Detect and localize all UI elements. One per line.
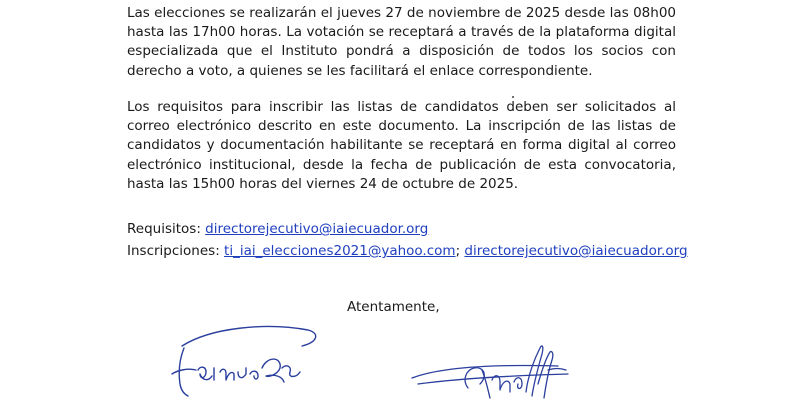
requisitos-line — [127, 220, 428, 239]
candidate-requirements-paragraph: Los requisitos para inscribir las listas de candidatos deben ser solicitados al correo electrónico descrito en este documento. La inscripción de las listas de candidatos y documentación habilitante se receptará en forma digital al correo electrónico institucional, desde la fecha de publicación de esta convocatoria, hasta las 15h00 horas del viernes 24 de octubre de 2025. — [127, 99, 676, 192]
requisitos-email-link[interactable]: directorejecutivo@iaiecuador.org — [205, 221, 429, 237]
email-separator: ; — [455, 243, 461, 259]
inscripciones-email-link-1[interactable]: ti_iai_elecciones2021@yahoo.com — [224, 243, 456, 259]
signature-left — [170, 318, 340, 400]
election-date-paragraph: Las elecciones se realizarán el jueves 27 de noviembre de 2025 desde las 08h00 hasta las 17h00 horas. La votación se receptará a través de la plataforma digital especializada que el Instituto pondrá a disposición de todos los socios con derecho a voto, a quienes se les facilitará el enlace correspondiente. — [127, 5, 676, 79]
inscripciones-line — [127, 242, 688, 261]
inscripciones-email-link-2[interactable]: directorejecutivo@iaiecuador.org — [464, 243, 688, 259]
requisitos-label: Requisitos: — [127, 221, 201, 237]
closing-salutation: Atentamente, — [347, 299, 440, 315]
signature-right — [408, 340, 583, 400]
scan-speck — [512, 96, 514, 98]
inscripciones-label: Inscripciones: — [127, 243, 220, 259]
